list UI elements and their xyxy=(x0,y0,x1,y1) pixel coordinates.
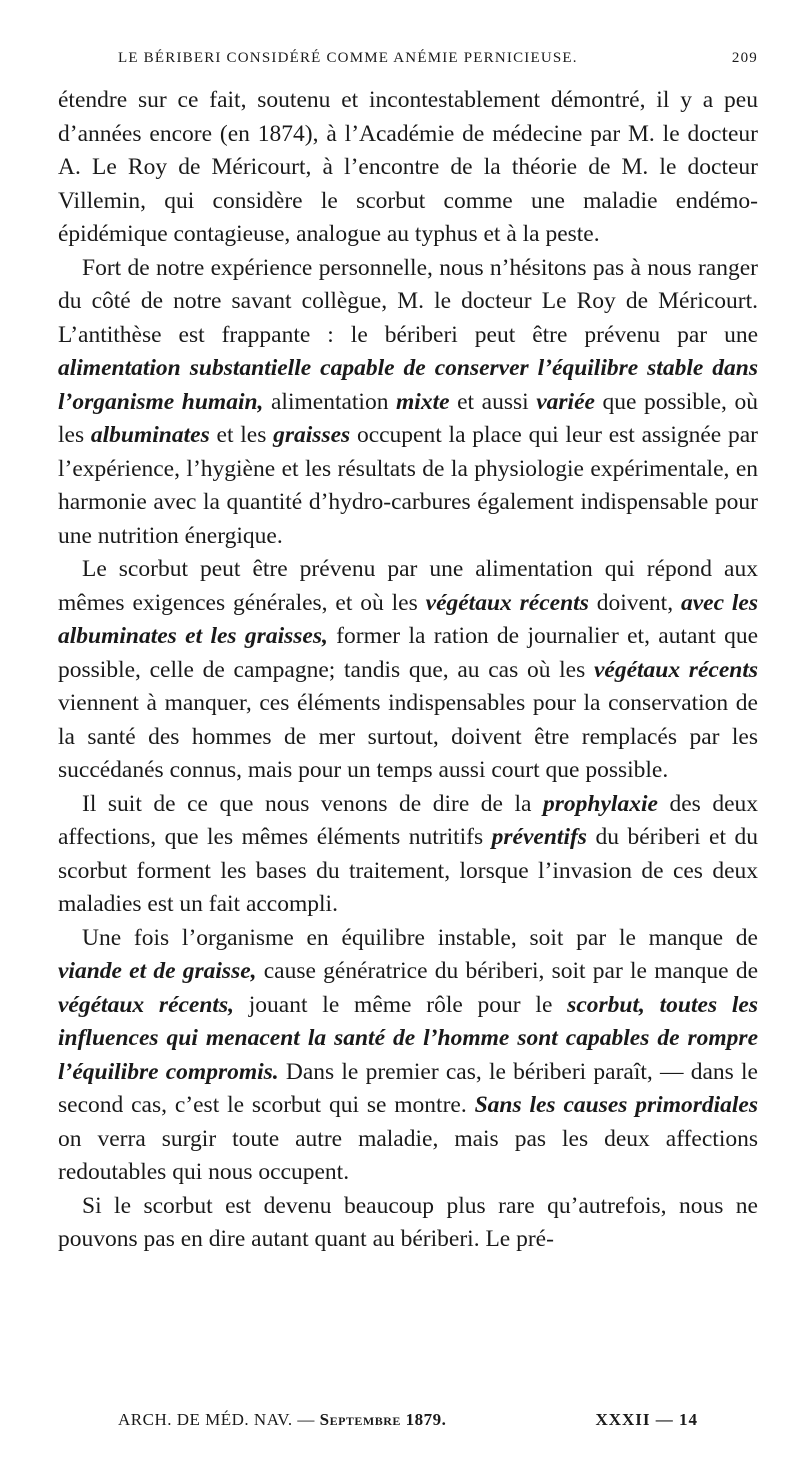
page-number: 209 xyxy=(731,50,758,66)
text-run: jouant le même rôle pour le xyxy=(233,991,568,1018)
page xyxy=(58,50,758,1257)
text-run: Le scorbut peut être prévenu par une alimentation qui répond aux mêmes exigences générales, et où les xyxy=(58,556,758,616)
italic-text: albuminates xyxy=(90,422,210,448)
italic-text: préventifs xyxy=(491,824,587,850)
text-run: alimentation xyxy=(263,388,397,415)
italic-text: mixte xyxy=(396,388,450,415)
text-run: du bériberi et du scorbut forment les bases du traitement, lorsque l’invasion de ces deux maladies est un fait accompli. xyxy=(58,824,758,917)
text-run: et aussi xyxy=(449,388,537,415)
paragraph xyxy=(58,553,758,788)
text-run: des deux affections, que les mêmes éléments nutritifs xyxy=(58,790,759,850)
italic-text: Sans les causes primordiales xyxy=(474,1092,759,1118)
italic-text: variée xyxy=(536,388,595,415)
italic-text: végétaux récents, xyxy=(58,991,234,1018)
running-head xyxy=(58,50,758,80)
text-run: Il suit de ce que nous venons de dire de la xyxy=(82,790,544,817)
text-run: Dans le premier cas, le bériberi paraît, — dans le second cas, c’est le scorbut qui se montre. xyxy=(58,1058,758,1118)
paragraph xyxy=(58,84,758,252)
text-run: Fort de notre expérience personnelle, nous n’hésitons pas à nous ranger du côté de notre savant collègue, M. le docteur Le Roy de Méricourt. L’antithèse est frappante : le bériberi peut être prévenu par une xyxy=(58,254,758,348)
journal-abbrev: ARCH. DE MÉD. NAV. — xyxy=(118,1410,315,1429)
signature-mark: XXXII — 14 xyxy=(595,1410,698,1429)
text-run: former la ration de journalier et, autant que possible, celle de campagne; tandis que, au cas où les xyxy=(58,623,758,683)
text-run: Si le scorbut est devenu beaucoup plus rare qu’autrefois, nous ne pouvons pas en dire autant quant au bériberi. Le pré- xyxy=(58,1192,758,1252)
italic-text: alimentation substantielle capable de conserver l’équilibre stable dans l’organisme humain, xyxy=(58,355,758,415)
italic-text: avec les albuminates et les graisses, xyxy=(58,589,758,649)
italic-text: scorbut, toutes les influences qui menacent la santé de l’homme sont capables de rompre l’équilibre compromis. xyxy=(58,991,758,1085)
text-run: viennent à manquer, ces éléments indispensables pour la conservation de la santé des hommes de mer surtout, doivent être remplacés par les succédanés connus, mais pour un temps aussi court que possible. xyxy=(58,690,758,783)
italic-text: végétaux récents xyxy=(425,589,589,616)
italic-text: graisses xyxy=(273,422,351,448)
text-run: cause génératrice du bériberi, soit par le manque de xyxy=(256,958,758,984)
footer-journal-info xyxy=(118,1410,446,1430)
paragraph xyxy=(58,252,758,554)
text-run: doivent, xyxy=(588,589,681,616)
text-run: Une fois l’organisme en équilibre instable, soit par le manque de xyxy=(82,924,758,951)
italic-text: prophylaxie xyxy=(543,790,658,817)
italic-text: viande et de graisse, xyxy=(58,958,257,984)
text-run: et les xyxy=(209,422,274,448)
paragraph xyxy=(58,1190,758,1257)
paragraph xyxy=(58,788,758,922)
text-run: étendre sur ce fait, soutenu et incontestablement démontré, il y a peu d’années encore (en 1874), à l’Académie de médecine par M. le docteur A. Le Roy de Méricourt, à l’encontre de la théorie de M. le docteur Villemin, qui considère le scorbut comme une maladie endémo-épidémique contagieuse, analogue au typhus et à la peste. xyxy=(58,87,758,247)
issue-date: Septembre 1879. xyxy=(319,1410,447,1429)
running-title: LE BÉRIBERI CONSIDÉRÉ COMME ANÉMIE PERNICIEUSE. xyxy=(118,50,578,66)
italic-text: végétaux récents xyxy=(593,656,758,683)
text-run: on verra surgir toute autre maladie, mais pas les deux affections redoutables qui nous occupent. xyxy=(58,1125,758,1185)
text-run: occupent la place qui leur est assignée par l’expérience, l’hygiène et les résultats de la physiologie expérimentale, en harmonie avec la quantité d’hydro-carbures également indispensable pour une nutrition énergique. xyxy=(58,422,758,549)
paragraph xyxy=(58,922,758,1190)
body-text xyxy=(58,84,758,1257)
page-footer xyxy=(58,1410,698,1430)
text-run: que possible, où les xyxy=(58,388,758,448)
